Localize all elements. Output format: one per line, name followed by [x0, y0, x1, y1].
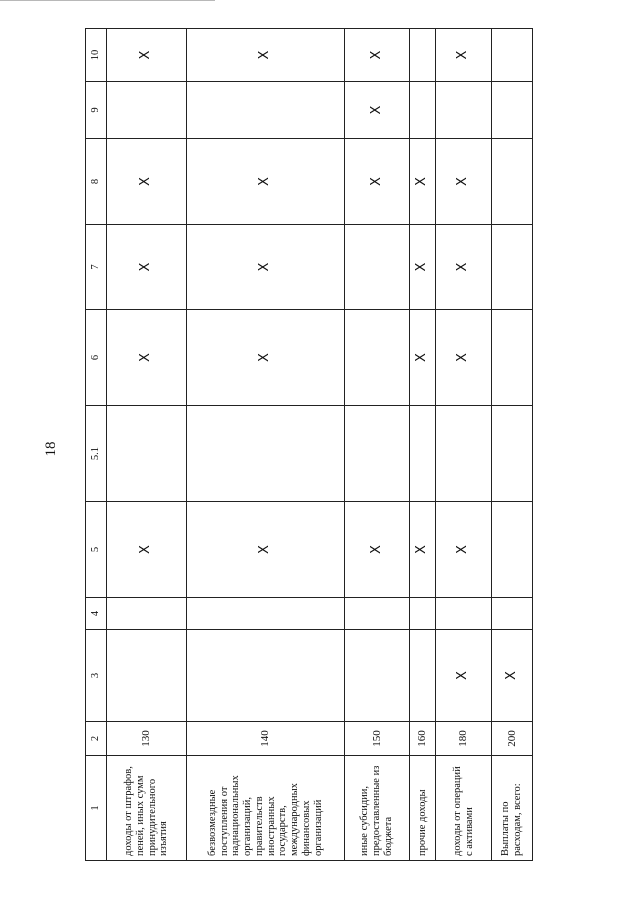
column-number: 4 [86, 598, 107, 630]
table-cell: X [436, 139, 492, 225]
table-cell: X [187, 502, 345, 598]
table-row [410, 29, 436, 861]
table-cell [187, 406, 345, 502]
column-number: 10 [86, 29, 107, 82]
table-cell [107, 406, 187, 502]
table-cell [492, 406, 533, 502]
table-row [345, 29, 410, 861]
table-cell: X [436, 630, 492, 722]
table-cell [492, 29, 533, 82]
column-number: 9 [86, 82, 107, 139]
table-cell [345, 598, 410, 630]
table-cell: X [345, 502, 410, 598]
row-code: 130 [107, 722, 187, 756]
table-cell: X [410, 310, 436, 406]
row-code: 180 [436, 722, 492, 756]
table-cell [187, 598, 345, 630]
table-cell [410, 406, 436, 502]
table-cell [492, 225, 533, 310]
table-cell: X [107, 502, 187, 598]
table-cell: X [410, 139, 436, 225]
column-number: 6 [86, 310, 107, 406]
table-cell [492, 502, 533, 598]
table-cell [345, 406, 410, 502]
column-number: 1 [86, 756, 107, 861]
column-number: 2 [86, 722, 107, 756]
table-cell: X [187, 310, 345, 406]
table-cell [492, 598, 533, 630]
table-cell [492, 310, 533, 406]
table-cell [345, 310, 410, 406]
column-number: 8 [86, 139, 107, 225]
table-cell [107, 82, 187, 139]
table-cell: X [436, 225, 492, 310]
row-code: 160 [410, 722, 436, 756]
table-cell [410, 630, 436, 722]
column-number: 7 [86, 225, 107, 310]
table-cell: X [107, 310, 187, 406]
column-number-row [86, 29, 107, 861]
table-cell [345, 225, 410, 310]
table-cell: X [345, 139, 410, 225]
table-cell [410, 598, 436, 630]
rotated-table-wrapper [85, 29, 529, 861]
table-cell [410, 82, 436, 139]
table-cell: X [107, 139, 187, 225]
row-code: 150 [345, 722, 410, 756]
table-cell [492, 82, 533, 139]
table-cell: X [436, 502, 492, 598]
table-cell: X [345, 82, 410, 139]
table-cell: X [492, 630, 533, 722]
table-cell: X [410, 225, 436, 310]
table-cell [107, 598, 187, 630]
column-number: 3 [86, 630, 107, 722]
row-name: Выплаты по расходам, всего: [492, 756, 533, 861]
scan-top-rule [0, 0, 215, 1]
row-name: прочие доходы [410, 756, 436, 861]
financial-plan-table [85, 28, 533, 861]
table-cell: X [187, 29, 345, 82]
table-cell [492, 139, 533, 225]
table-row [492, 29, 533, 861]
row-name: безвозмездные поступления от наднациональных организаций, правительств иностранных государств, международных финансовых организаций [187, 756, 345, 861]
table-cell [436, 82, 492, 139]
table-cell [436, 406, 492, 502]
page-number: 18 [43, 441, 59, 457]
table-cell: X [107, 225, 187, 310]
table-cell [187, 630, 345, 722]
table-cell [107, 630, 187, 722]
table-cell: X [107, 29, 187, 82]
row-name: иные субсидии, предоставленные из бюджета [345, 756, 410, 861]
row-name: доходы от штрафов, пеней, иных сумм принудительного изъятия [107, 756, 187, 861]
table-cell [410, 29, 436, 82]
table-cell [187, 82, 345, 139]
table-cell: X [187, 225, 345, 310]
table-row [107, 29, 187, 861]
table-cell: X [345, 29, 410, 82]
row-code: 140 [187, 722, 345, 756]
table-cell [345, 630, 410, 722]
row-code: 200 [492, 722, 533, 756]
table-cell: X [436, 29, 492, 82]
column-number: 5 [86, 502, 107, 598]
table-row [187, 29, 345, 861]
table-cell: X [187, 139, 345, 225]
table-row [436, 29, 492, 861]
table-cell: X [410, 502, 436, 598]
column-number: 5.1 [86, 406, 107, 502]
row-name: доходы от операций с активами [436, 756, 492, 861]
table-cell [436, 598, 492, 630]
table-cell: X [436, 310, 492, 406]
